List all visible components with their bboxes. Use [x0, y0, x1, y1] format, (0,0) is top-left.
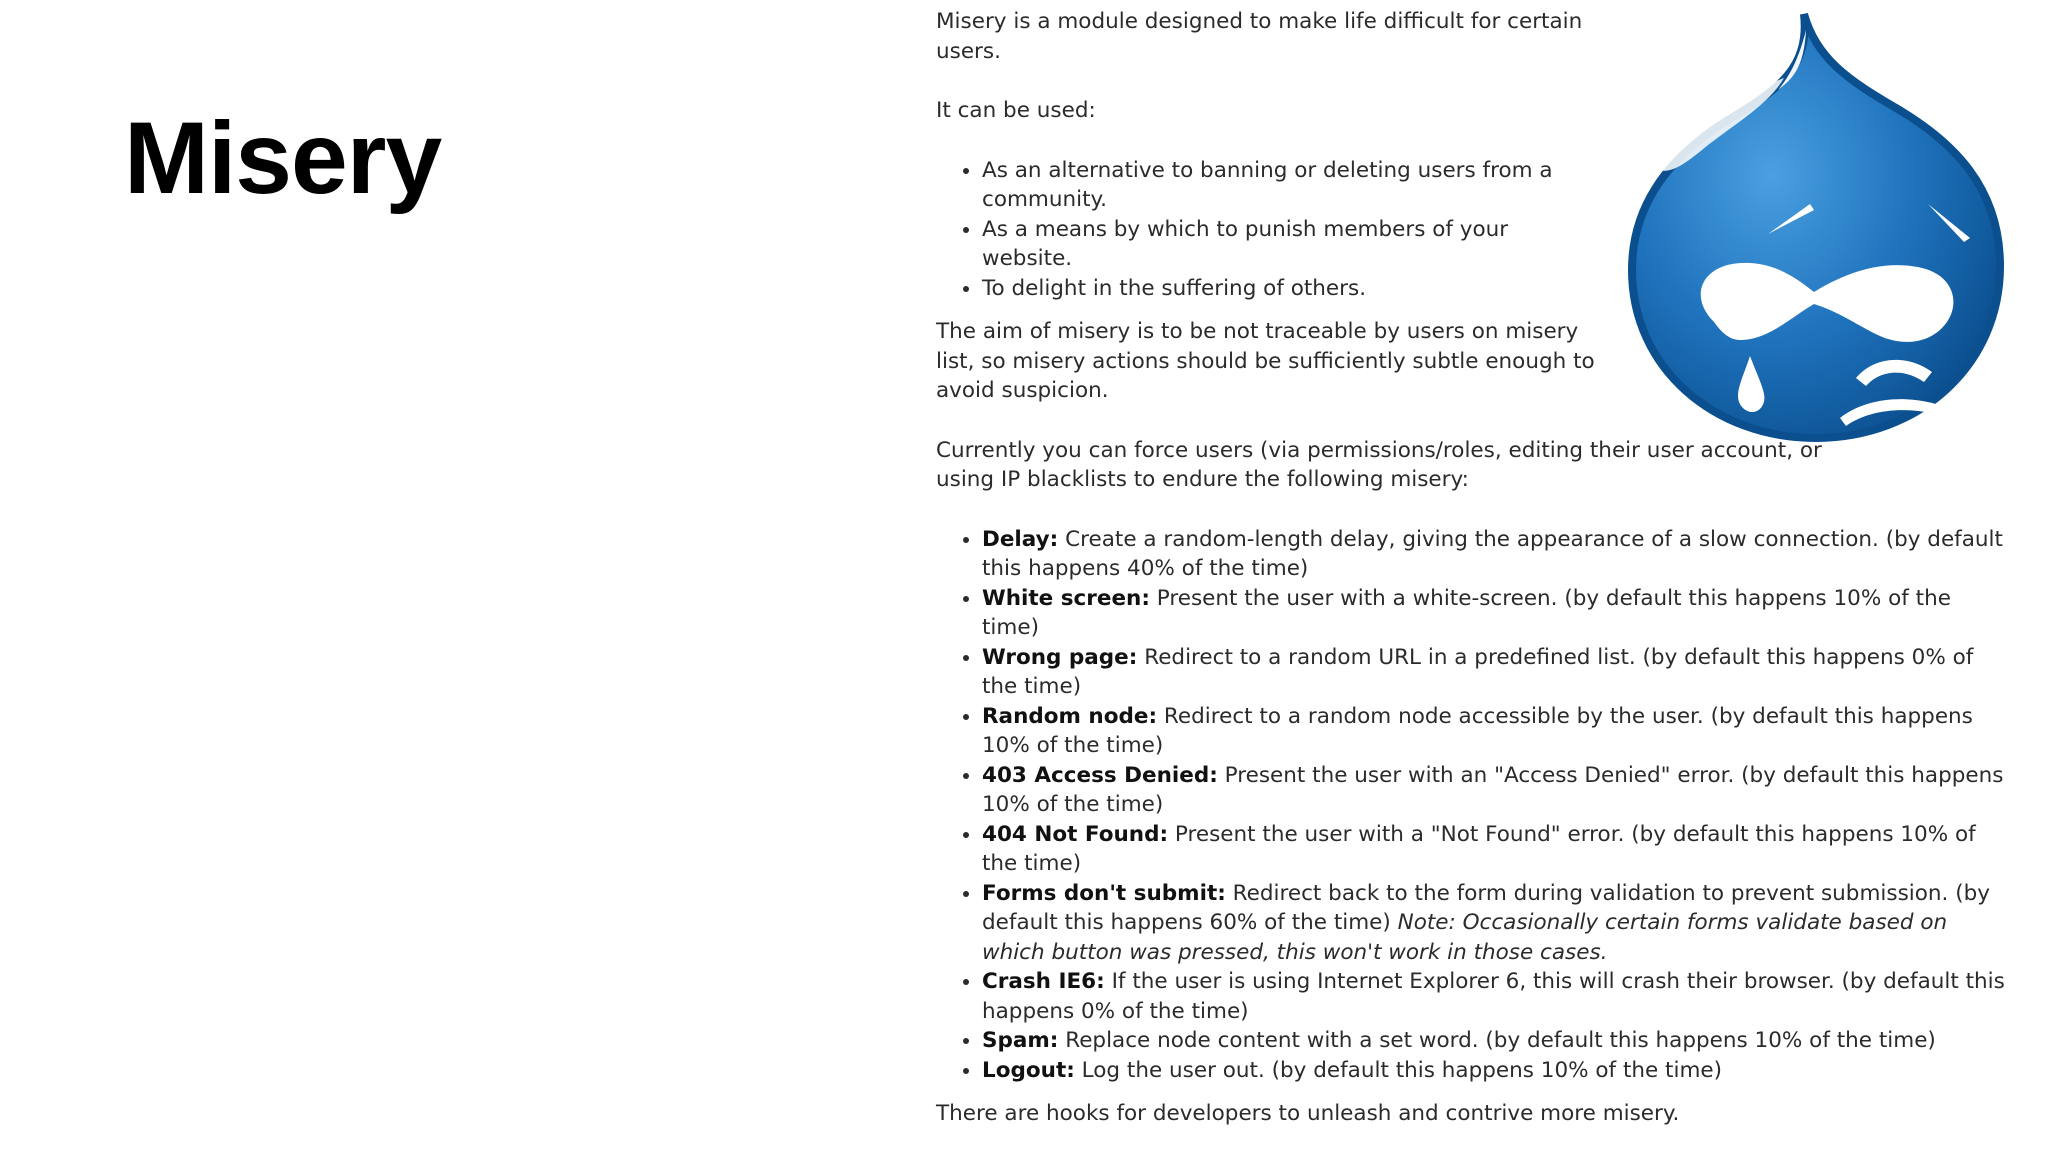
- feature-name: Logout:: [982, 1057, 1075, 1083]
- feature-name: Crash IE6:: [982, 969, 1105, 994]
- slide-title: Misery: [124, 101, 442, 215]
- feature-description: Redirect back to the form during validation to prevent submission. (by default this happens 60% of the time): [982, 880, 1990, 935]
- feature-name: White screen:: [982, 585, 1150, 611]
- feature-description: Create a random-length delay, giving the appearance of a slow connection. (by default this happens 40% of the time): [982, 526, 2003, 581]
- feature-name: Delay:: [982, 526, 1059, 552]
- list-item: • As a means by which to punish members of your website.: [982, 215, 1602, 274]
- feature-item: [982, 1026, 2012, 1056]
- feature-description: Present the user with a white-screen. (by default this happens 10% of the time): [982, 585, 1951, 640]
- feature-description: Replace node content with a set word. (by default this happens 10% of the time): [1065, 1028, 1936, 1053]
- feature-description: Log the user out. (by default this happens 10% of the time): [1081, 1057, 1723, 1083]
- drop-body: [1632, 14, 2000, 438]
- feature-item: [982, 1056, 2012, 1086]
- aim-paragraph: The aim of misery is to be not traceable by users on misery list, so misery actions should be sufficiently subtle enough to avoid suspicion.: [936, 319, 1595, 403]
- feature-item: [982, 643, 2012, 702]
- feature-name: 404 Not Found:: [982, 821, 1169, 847]
- feature-item: [982, 702, 2012, 761]
- list-item: • As an alternative to banning or deleting users from a community.: [982, 156, 1602, 215]
- list-item: • To delight in the suffering of others.: [982, 274, 1602, 304]
- hooks-paragraph: There are hooks for developers to unleash and contrive more misery.: [936, 1101, 1680, 1126]
- feature-item: [982, 584, 2012, 643]
- uses-heading: It can be used:: [936, 98, 1096, 123]
- feature-item: [982, 525, 2012, 584]
- feature-item: [982, 879, 2012, 968]
- feature-item: [982, 820, 2012, 879]
- feature-name: Random node:: [982, 703, 1158, 729]
- feature-description: Redirect to a random URL in a predefined list. (by default this happens 0% of the time): [982, 644, 1974, 699]
- feature-item: [982, 761, 2012, 820]
- feature-name: 403 Access Denied:: [982, 762, 1218, 788]
- feature-name: Spam:: [982, 1028, 1059, 1053]
- feature-name: Wrong page:: [982, 644, 1138, 670]
- features-list: [936, 525, 2012, 1086]
- uses-list: [936, 156, 1602, 304]
- feature-name: Forms don't submit:: [982, 880, 1226, 906]
- feature-description: Present the user with an "Access Denied" error. (by default this happens 10% of the time): [982, 762, 2004, 817]
- feature-description: Redirect to a random node accessible by the user. (by default this happens 10% of the time): [982, 703, 1973, 758]
- feature-item: [982, 967, 2012, 1026]
- intro-paragraph: Misery is a module designed to make life difficult for certain users.: [936, 9, 1583, 64]
- currently-paragraph: Currently you can force users (via permissions/roles, editing their user account, or using IP blacklists to endure the following misery:: [936, 437, 1822, 492]
- sad-drupal-drop-icon: [1618, 8, 2012, 444]
- feature-description: If the user is using Internet Explorer 6, this will crash their browser. (by default this happens 0% of the time): [982, 969, 2005, 1024]
- feature-description: Present the user with a "Not Found" error. (by default this happens 10% of the time): [982, 821, 1976, 876]
- feature-note: Note: Occasionally certain forms validate based on which button was pressed, this won't work in those cases.: [982, 910, 1948, 965]
